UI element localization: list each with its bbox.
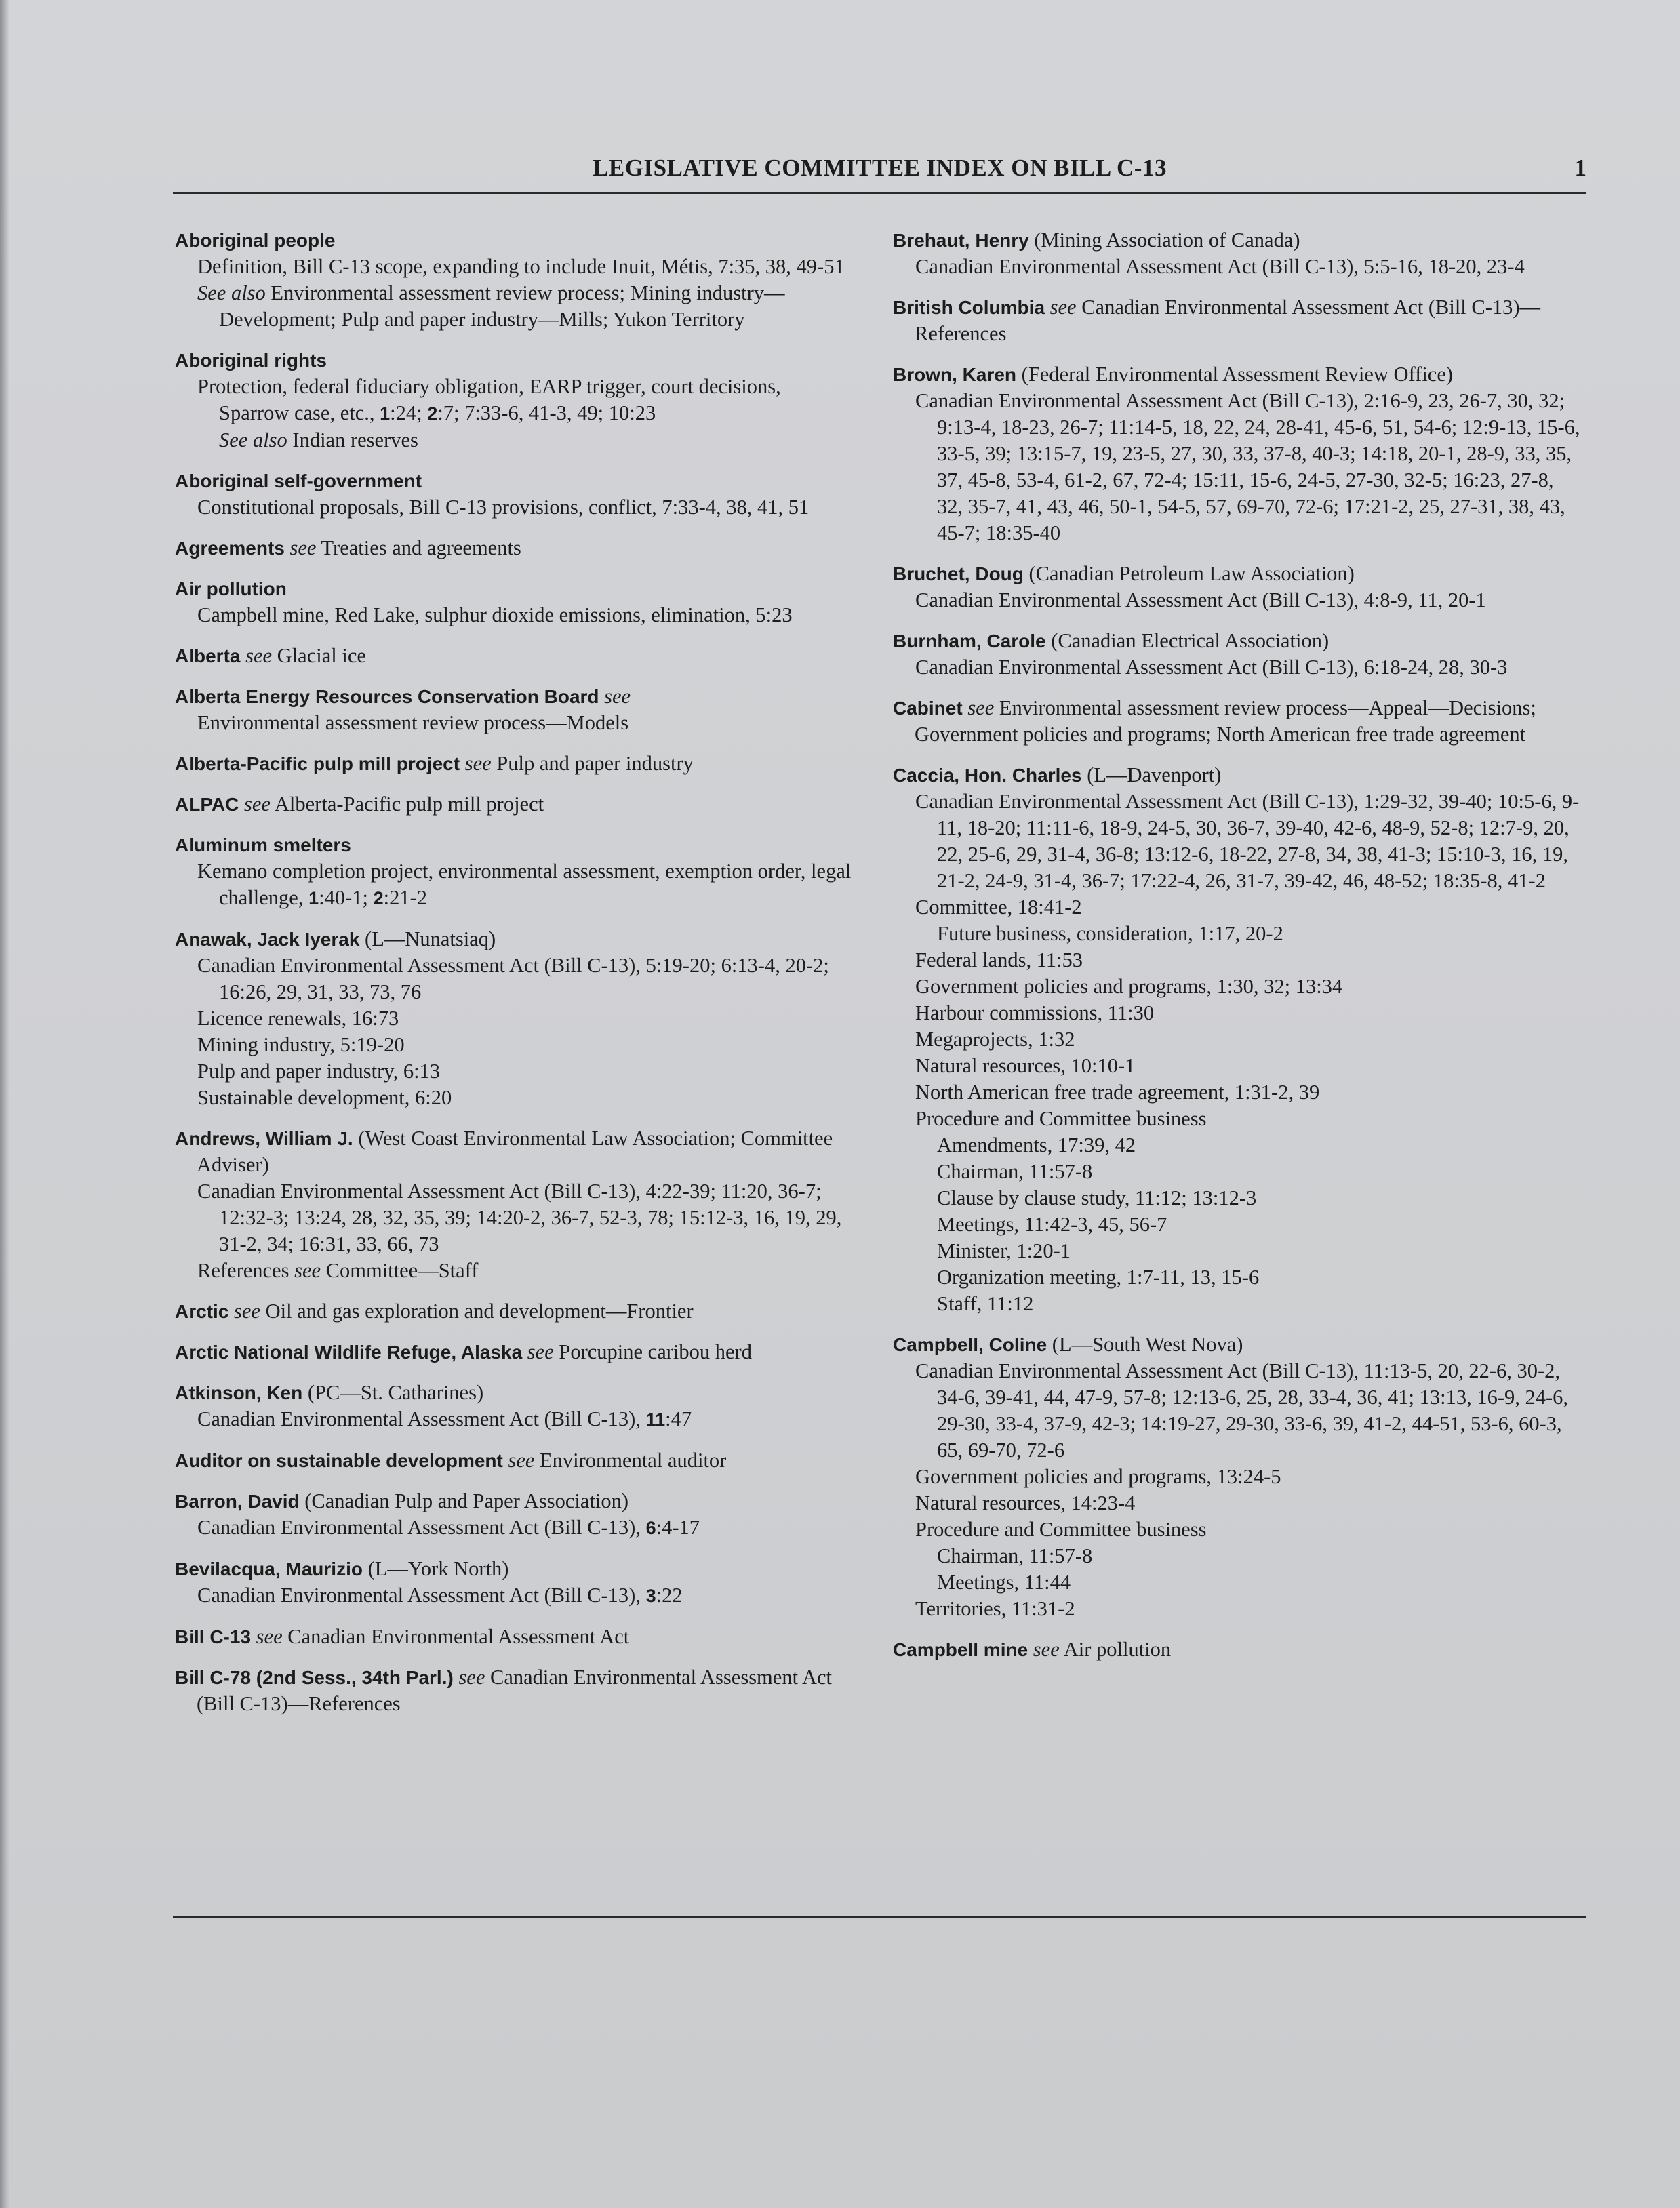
index-entry: Alberta see Glacial ice — [175, 644, 366, 667]
index-entry: Bevilacqua, Maurizio (L—York North) Canadian Environmental Assessment Act (Bill C-13), 3:22 — [175, 1556, 853, 1609]
subentry: References see Committee—Staff — [197, 1259, 479, 1282]
subentry: Definition, Bill C-13 scope, expanding to include Inuit, Métis, 7:35, 38, 49-51 — [197, 255, 845, 278]
subentry: Natural resources, 14:23-4 — [915, 1491, 1136, 1514]
entry-heading: Aboriginal people — [175, 230, 336, 251]
entry-heading: Air pollution — [175, 578, 287, 599]
index-entry — [175, 468, 853, 521]
index-entry: Cabinet see Environmental assessment review process—Appeal—Decisions; Government policies and programs; North American free trade agreement — [893, 696, 1536, 746]
entry-heading: Aboriginal self-government — [175, 470, 422, 491]
right-column — [893, 227, 1584, 1677]
subentry: Meetings, 11:42-3, 45, 56-7 — [937, 1213, 1167, 1236]
subentry: Canadian Environmental Assessment Act (Bill C-13), 5:19-20; 6:13-4, 20-2; 16:26, 29, 31, 33, 73, 76 — [197, 954, 829, 1003]
page-number: 1 — [1574, 155, 1586, 181]
index-entry: Caccia, Hon. Charles (L—Davenport) Canadian Environmental Assessment Act (Bill C-13), 1:29-32, 39-40; 10:5-6, 9-11, 18-20; 11:11-6, 18-9, 24-5, 30, 36-7, 39-40, 42-6, 48-9, 52-8; 12:7-9, 20, 22, 25-6, 29, 31-4, 36-8; 13:12-6, 18-22, 27-8, 34, 38, 41-3; 15:10-3, 16, 19, 21-2, 24-9, 31-4, 36-7; 17:22-4, 26, 31-7, 39-42, 46, 48-52; 18:35-8, 41-2 Committee, 18:41-2 Future business, consideration, 1:17, 20-2 Federal lands, 11:53 Government policies and programs, 1:30, 32; 13:34 Harbour commissions, 11:30 Megaprojects, 1:32 Natural resources, 10:10-1 North American free trade agreement, 1:31-2, 39 Procedure and Committee business Amendments, 17:39, 42 Chairman, 11:57-8 Clause by clause study, 11:12; 13:12-3 Meetings, 11:42-3, 45, 56-7 Minister, 1:20-1 Organization meeting, 1:7-11, 13, 15-6 Staff, 11:12 — [893, 762, 1584, 1317]
subentry: Constitutional proposals, Bill C-13 provisions, conflict, 7:33-4, 38, 41, 51 — [197, 496, 809, 519]
page-header — [173, 155, 1586, 190]
subentry: Canadian Environmental Assessment Act (Bill C-13), 6:18-24, 28, 30-3 — [915, 656, 1508, 679]
subentry: Staff, 11:12 — [937, 1292, 1034, 1315]
index-entry: Auditor on sustainable development see Environmental auditor — [175, 1449, 727, 1472]
index-entry: Alberta-Pacific pulp mill project see Pulp and paper industry — [175, 752, 694, 775]
footer-rule — [173, 1916, 1586, 1918]
subentry: Territories, 11:31-2 — [915, 1597, 1075, 1620]
subentry: See also Indian reserves — [219, 428, 418, 451]
subentry: Committee, 18:41-2 — [915, 896, 1082, 919]
subentry: See also Environmental assessment review process; Mining industry—Development; Pulp and paper industry—Mills; Yukon Territory — [197, 281, 785, 331]
subentry: Canadian Environmental Assessment Act (Bill C-13), 1:29-32, 39-40; 10:5-6, 9-11, 18-20; 11:11-6, 18-9, 24-5, 30, 36-7, 39-40, 42-6, 48-9, 52-8; 12:7-9, 20, 22, 25-6, 29, 31-4, 36-8; 13:12-6, 18-22, 27-8, 34, 38, 41-3; 15:10-3, 16, 19, 21-2, 24-9, 31-4, 36-7; 17:22-4, 26, 31-7, 39-42, 46, 48-52; 18:35-8, 41-2 — [915, 790, 1580, 892]
subentry: Government policies and programs, 13:24-5 — [915, 1465, 1281, 1488]
page-binding-edge — [0, 0, 9, 2208]
entry-heading: Aboriginal rights — [175, 350, 327, 371]
subentry: Government policies and programs, 1:30, 32; 13:34 — [915, 975, 1343, 998]
subentry: Campbell mine, Red Lake, sulphur dioxide emissions, elimination, 5:23 — [197, 603, 793, 626]
subentry: Canadian Environmental Assessment Act (Bill C-13), 3:22 — [197, 1584, 683, 1607]
index-entry: Barron, David (Canadian Pulp and Paper Association) Canadian Environmental Assessment Act (Bill C-13), 6:4-17 — [175, 1488, 853, 1542]
index-entry: Brehaut, Henry (Mining Association of Canada) Canadian Environmental Assessment Act (Bill C-13), 5:5-16, 18-20, 23-4 — [893, 227, 1584, 280]
page-title: LEGISLATIVE COMMITTEE INDEX ON BILL C-13 — [593, 155, 1167, 181]
subentry: Canadian Environmental Assessment Act (Bill C-13), 6:4-17 — [197, 1516, 700, 1539]
index-entry — [175, 227, 853, 333]
index-entry — [175, 832, 853, 912]
subentry: Minister, 1:20-1 — [937, 1239, 1071, 1262]
subentry: Environmental assessment review process—Models — [197, 711, 629, 734]
subentry: Amendments, 17:39, 42 — [937, 1133, 1136, 1157]
index-entry: Agreements see Treaties and agreements — [175, 536, 521, 559]
subentry: Sustainable development, 6:20 — [197, 1086, 452, 1109]
subentry: Pulp and paper industry, 6:13 — [197, 1060, 441, 1083]
subentry: Canadian Environmental Assessment Act (Bill C-13), 4:8-9, 11, 20-1 — [915, 588, 1486, 611]
subentry: Natural resources, 10:10-1 — [915, 1054, 1136, 1077]
subentry: Meetings, 11:44 — [937, 1571, 1071, 1594]
index-entry: Arctic see Oil and gas exploration and development—Frontier — [175, 1300, 694, 1323]
index-entry: Burnham, Carole (Canadian Electrical Association) Canadian Environmental Assessment Act (Bill C-13), 6:18-24, 28, 30-3 — [893, 628, 1584, 681]
subentry: Canadian Environmental Assessment Act (Bill C-13), 2:16-9, 23, 26-7, 30, 32; 9:13-4, 18-23, 26-7; 11:14-5, 18, 22, 24, 28-41, 45-6, 51, 54-6; 12:9-13, 15-6, 33-5, 39; 13:15-7, 19, 23-5, 27, 30, 33, 37-8, 40-3; 14:18, 20-1, 28-9, 33, 35, 37, 45-8, 53-4, 61-2, 67, 72-4; 15:11, 15-6, 24-5, 27-30, 32-5; 16:23, 27-8, 32, 35-7, 41, 43, 46, 50-1, 54-5, 57, 69-70, 72-6; 17:21-2, 25, 27-31, 38, 43, 45-7; 18:35-40 — [915, 389, 1580, 544]
index-entry: Bill C-78 (2nd Sess., 34th Parl.) see Canadian Environmental Assessment Act (Bill C-13)—References — [175, 1666, 833, 1715]
subentry: North American free trade agreement, 1:31-2, 39 — [915, 1081, 1320, 1104]
entry-heading: Aluminum smelters — [175, 835, 351, 856]
index-entry: British Columbia see Canadian Environmental Assessment Act (Bill C-13)—References — [893, 296, 1541, 345]
index-entry — [175, 576, 853, 628]
subentry: Mining industry, 5:19-20 — [197, 1033, 405, 1056]
subentry: Licence renewals, 16:73 — [197, 1007, 399, 1030]
subentry: Kemano completion project, environmental assessment, exemption order, legal challenge, 1:40-1; 2:21-2 — [197, 860, 852, 909]
subentry: Canadian Environmental Assessment Act (Bill C-13), 4:22-39; 11:20, 36-7; 12:32-3; 13:24, 28, 32, 35, 39; 14:20-2, 36-7, 52-3, 78; 15:12-3, 16, 19, 29, 31-2, 34; 16:31, 33, 66, 73 — [197, 1180, 842, 1256]
index-entry: Anawak, Jack Iyerak (L—Nunatsiaq) Canadian Environmental Assessment Act (Bill C-13), 5:19-20; 6:13-4, 20-2; 16:26, 29, 31, 33, 73, 76 Licence renewals, 16:73 Mining industry, 5:19-20 Pulp and paper industry, 6:13 Sustainable development, 6:20 — [175, 926, 853, 1111]
index-entry: Bill C-13 see Canadian Environmental Assessment Act — [175, 1625, 630, 1648]
index-entry: Campbell, Coline (L—South West Nova) Canadian Environmental Assessment Act (Bill C-13), 11:13-5, 20, 22-6, 30-2, 34-6, 39-41, 44, 47-9, 57-8; 12:13-6, 25, 28, 33-4, 36, 41; 13:13, 16-9, 24-6, 29-30, 33-4, 37-9, 42-3; 14:19-27, 29-30, 33-6, 39, 41-2, 44-51, 53-6, 60-3, 65, 69-70, 72-6 Government policies and programs, 13:24-5 Natural resources, 14:23-4 Procedure and Committee business Chairman, 11:57-8 Meetings, 11:44 Territories, 11:31-2 — [893, 1331, 1584, 1622]
left-column — [175, 227, 853, 1731]
subentry: Canadian Environmental Assessment Act (Bill C-13), 5:5-16, 18-20, 23-4 — [915, 255, 1525, 278]
index-entry — [175, 347, 853, 454]
index-entry: ALPAC see Alberta-Pacific pulp mill project — [175, 792, 544, 816]
index-entry: Atkinson, Ken (PC—St. Catharines) Canadian Environmental Assessment Act (Bill C-13), 11:47 — [175, 1380, 853, 1433]
index-entry: Alberta Energy Resources Conservation Board see Environmental assessment review process—Models — [175, 683, 853, 736]
index-entry: Campbell mine see Air pollution — [893, 1638, 1172, 1661]
index-entry: Bruchet, Doug (Canadian Petroleum Law Association) Canadian Environmental Assessment Act (Bill C-13), 4:8-9, 11, 20-1 — [893, 561, 1584, 614]
subentry: Future business, consideration, 1:17, 20-2 — [937, 922, 1283, 945]
subentry: Federal lands, 11:53 — [915, 948, 1083, 971]
subentry: Chairman, 11:57-8 — [937, 1160, 1093, 1183]
subentry: Protection, federal fiduciary obligation, EARP trigger, court decisions, Sparrow case, etc., 1:24; 2:7; 7:33-6, 41-3, 49; 10:23 — [197, 375, 781, 424]
subentry: Clause by clause study, 11:12; 13:12-3 — [937, 1186, 1257, 1209]
subentry: Organization meeting, 1:7-11, 13, 15-6 — [937, 1266, 1260, 1289]
header-rule — [173, 192, 1586, 194]
subentry: Megaprojects, 1:32 — [915, 1028, 1075, 1051]
subentry: Canadian Environmental Assessment Act (Bill C-13), 11:47 — [197, 1407, 692, 1430]
subentry: Chairman, 11:57-8 — [937, 1544, 1093, 1567]
subentry: Procedure and Committee business — [915, 1518, 1207, 1541]
subentry: Procedure and Committee business — [915, 1107, 1207, 1130]
index-entry: Brown, Karen (Federal Environmental Assessment Review Office) Canadian Environmental Assessment Act (Bill C-13), 2:16-9, 23, 26-7, 30, 32; 9:13-4, 18-23, 26-7; 11:14-5, 18, 22, 24, 28-41, 45-6, 51, 54-6; 12:9-13, 15-6, 33-5, 39; 13:15-7, 19, 23-5, 27, 30, 33, 37-8, 40-3; 14:18, 20-1, 28-9, 33, 35, 37, 45-8, 53-4, 61-2, 67, 72-4; 15:11, 15-6, 24-5, 27-30, 32-5; 16:23, 27-8, 32, 35-7, 41, 43, 46, 50-1, 54-5, 57, 69-70, 72-6; 17:21-2, 25, 27-31, 38, 43, 45-7; 18:35-40 — [893, 361, 1584, 546]
index-entry: Arctic National Wildlife Refuge, Alaska see Porcupine caribou herd — [175, 1340, 752, 1363]
index-entry: Andrews, William J. (West Coast Environmental Law Association; Committee Adviser) Canadian Environmental Assessment Act (Bill C-13), 4:22-39; 11:20, 36-7; 12:32-3; 13:24, 28, 32, 35, 39; 14:20-2, 36-7, 52-3, 78; 15:12-3, 16, 19, 29, 31-2, 34; 16:31, 33, 66, 73 References see Committee—Staff — [175, 1125, 853, 1284]
subentry: Harbour commissions, 11:30 — [915, 1001, 1155, 1024]
subentry: Canadian Environmental Assessment Act (Bill C-13), 11:13-5, 20, 22-6, 30-2, 34-6, 39-41, 44, 47-9, 57-8; 12:13-6, 25, 28, 33-4, 36, 41; 13:13, 16-9, 24-6, 29-30, 33-4, 37-9, 42-3; 14:19-27, 29-30, 33-6, 39, 41-2, 44-51, 53-6, 60-3, 65, 69-70, 72-6 — [915, 1359, 1569, 1462]
